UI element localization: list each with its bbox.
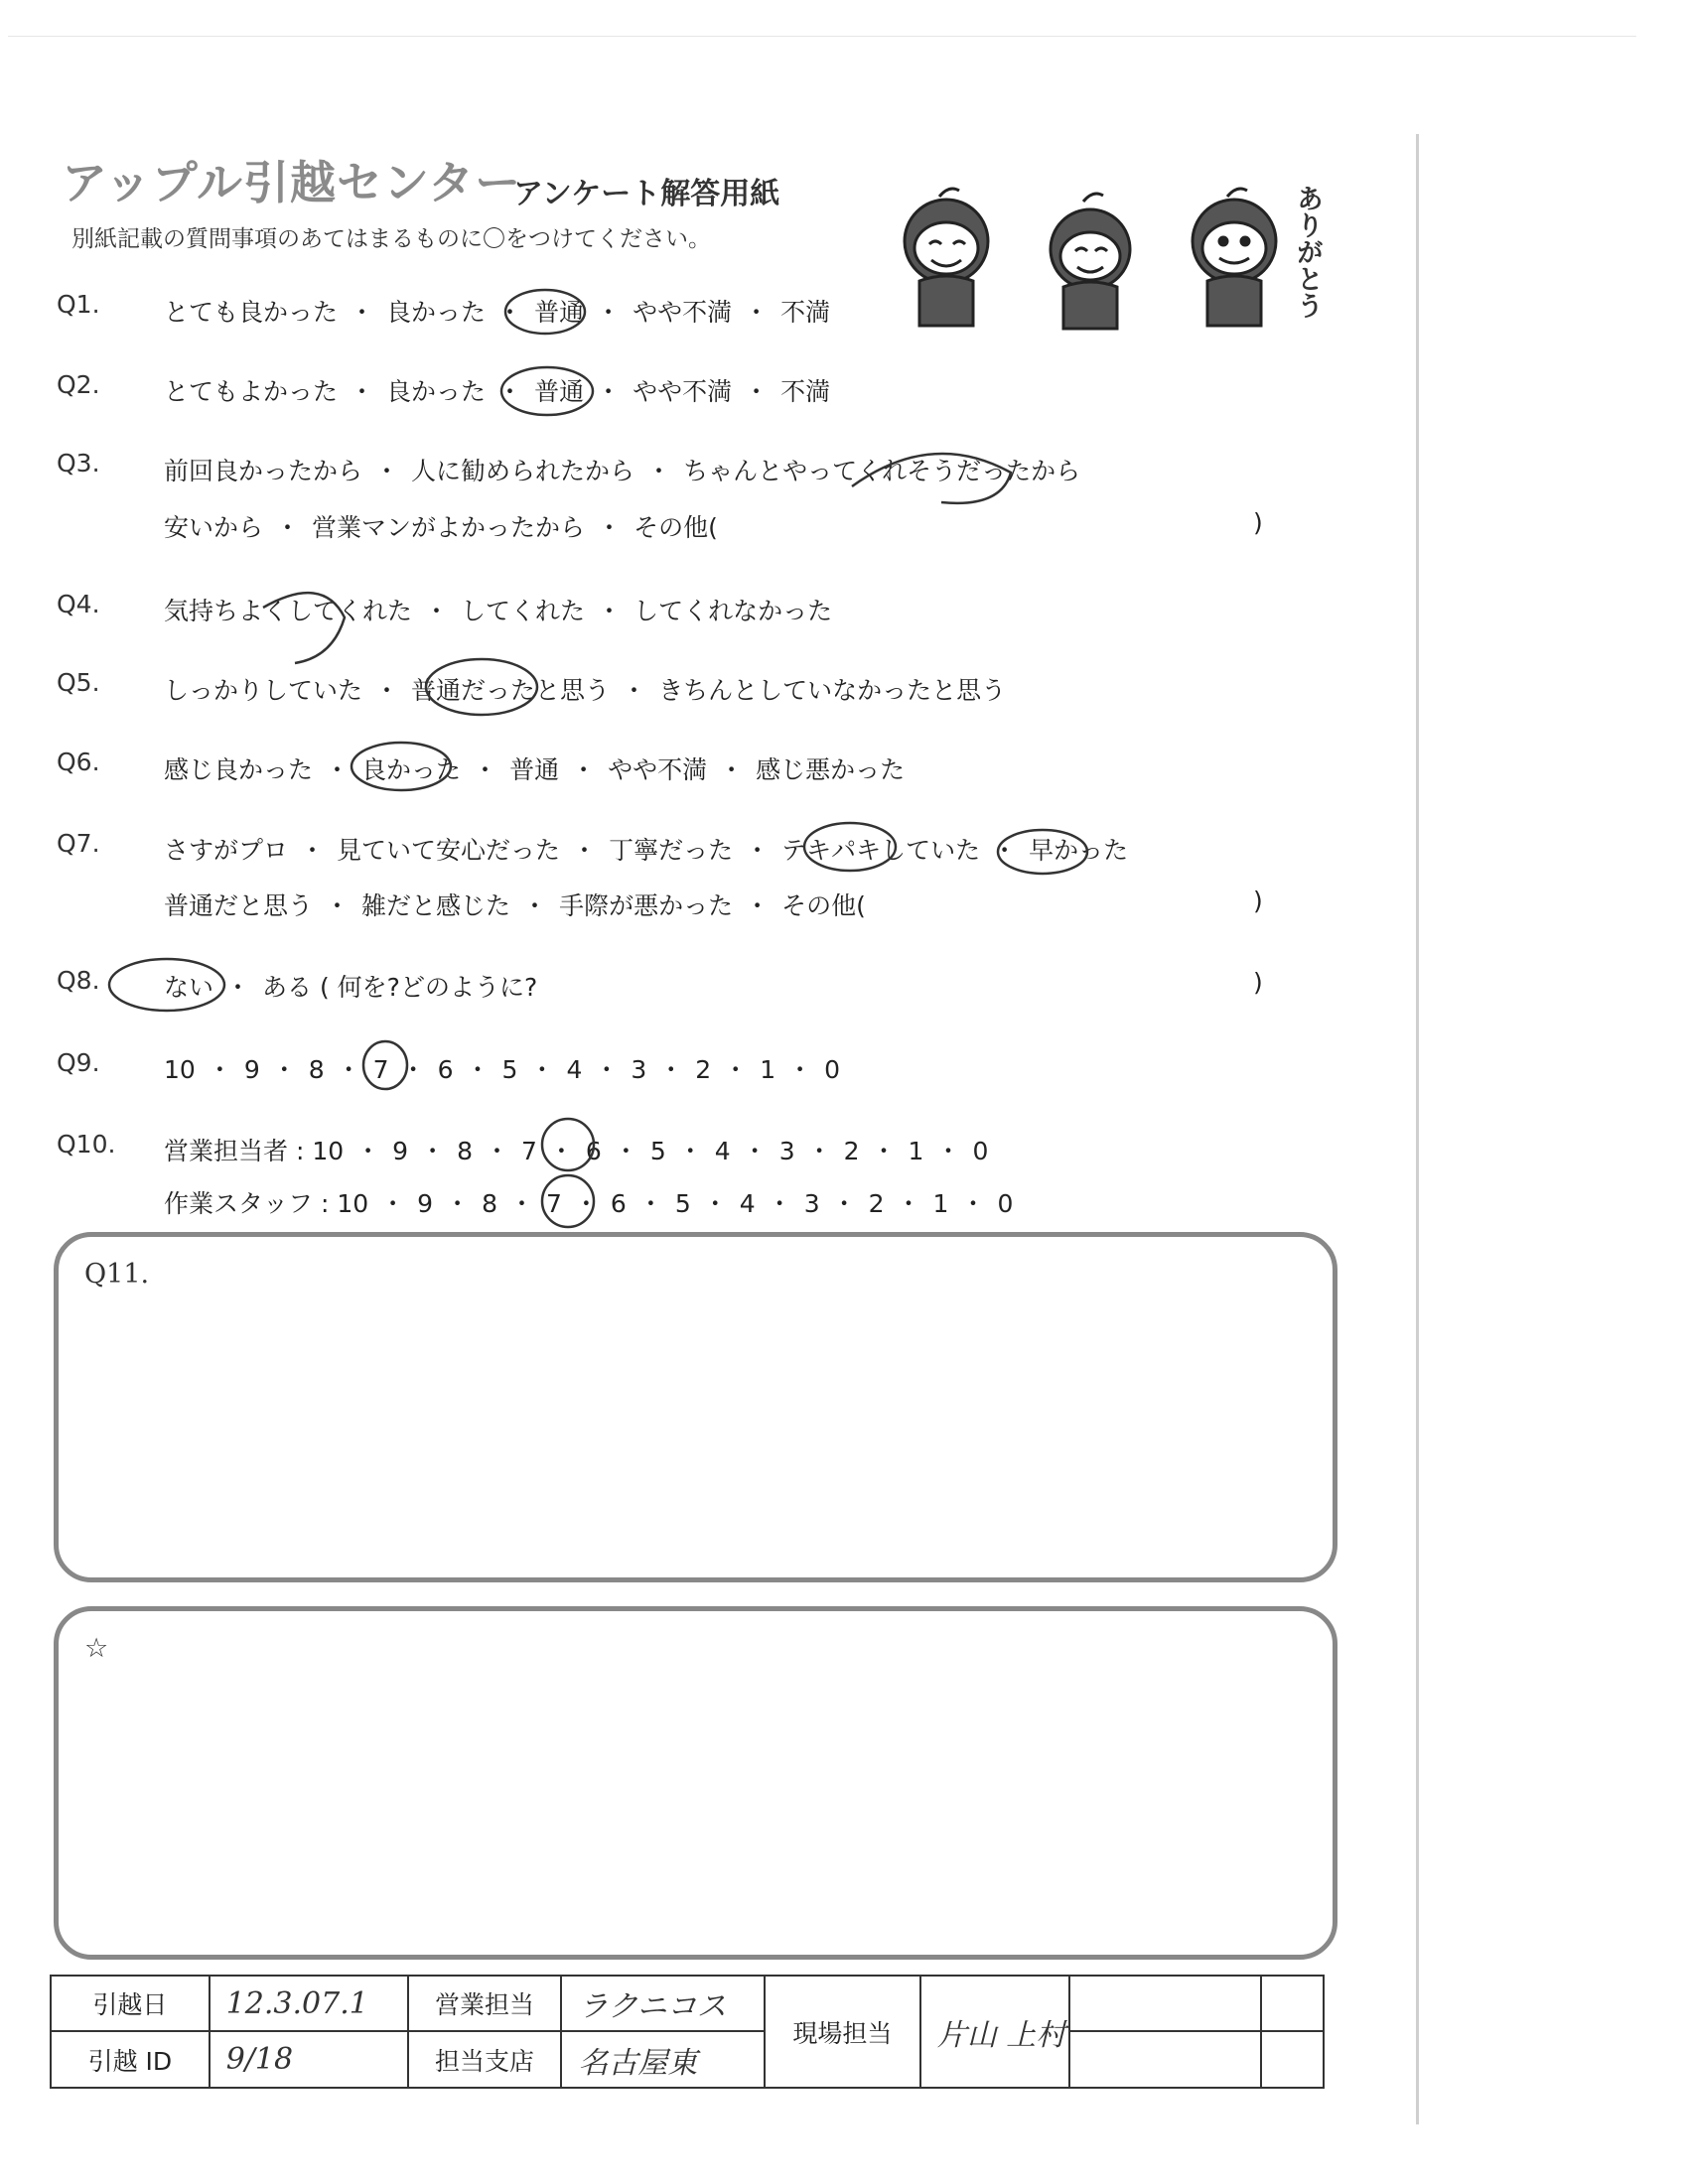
answer-option[interactable]: してくれた [461,597,586,625]
option-separator: ・ [935,1137,961,1165]
close-paren: ) [1253,968,1263,997]
answer-option[interactable]: 前回良かったから [164,457,363,485]
answer-option[interactable]: とてもよかった [164,377,339,406]
answer-option[interactable]: 不満 [780,377,831,406]
answer-option[interactable]: 2 [843,1137,860,1165]
answer-option[interactable]: やや不満 [608,755,708,784]
option-separator: ・ [745,836,771,865]
move-date-value[interactable]: 12.3.07.1 [210,1976,408,2031]
answer-option[interactable]: 9 [392,1137,409,1165]
option-separator: ・ [271,1055,297,1084]
answer-option[interactable]: 7 [372,1055,389,1084]
answer-option[interactable]: 8 [308,1055,325,1084]
site-extra-cell-1[interactable] [1069,1976,1262,2031]
q11-label: Q11. [84,1259,150,1290]
option-separator: ・ [548,1137,574,1165]
question-options-line [164,1050,840,1086]
option-separator: ・ [613,1137,638,1165]
answer-option[interactable]: 6 [585,1137,602,1165]
form-subtitle: アンケート解答用紙 [513,177,780,211]
answer-option[interactable]: しっかりしていた [164,676,363,705]
page-edge-top [8,36,1636,37]
answer-option[interactable]: 1 [932,1189,949,1218]
site-value[interactable]: 片山 上村 [920,1976,1069,2088]
answer-option[interactable]: 7 [521,1137,537,1165]
answer-option[interactable]: やや不満 [633,298,733,327]
question-options-line [164,372,830,408]
site-label: 現場担当 [765,1976,920,2088]
option-separator: ・ [744,298,770,327]
option-separator: ・ [380,1189,406,1218]
option-separator: ・ [723,1055,749,1084]
brand-title: アップル引越センター [62,156,522,209]
question-options-line [164,1184,1013,1220]
sales-value[interactable]: ラクニコス [561,1976,765,2031]
star-comment-box[interactable] [54,1606,1337,1960]
question-number: Q6. [57,748,100,776]
option-separator: ・ [300,836,326,865]
question-options-line [164,887,866,922]
footer-table [50,1975,1325,2089]
sales-label: 営業担当 [408,1976,562,2031]
page-edge-right [1416,134,1419,2124]
answer-option[interactable]: 6 [610,1189,627,1218]
question-options-line [164,452,1080,487]
answer-option[interactable]: 普通 [534,298,585,327]
answer-option[interactable]: さすがプロ [164,836,289,865]
branch-label: 担当支店 [408,2031,562,2088]
question-number: Q2. [57,370,100,399]
option-separator: ・ [350,377,375,406]
option-separator: ・ [702,1189,728,1218]
answer-option[interactable]: 普通 [534,377,585,406]
answer-option[interactable]: 普通だと思う [164,891,314,920]
answer-option[interactable]: ない [164,973,214,1002]
answer-option[interactable]: 気持ちよくしてくれた [164,597,413,625]
option-separator: ・ [596,298,622,327]
answer-option[interactable]: やや不満 [633,377,733,406]
option-separator: ・ [992,836,1018,865]
option-separator: ・ [225,973,251,1002]
question-options-line [164,592,832,627]
option-separator: ・ [275,513,301,542]
option-separator: ・ [745,891,771,920]
question-options-line [164,293,830,329]
option-separator: ・ [571,755,597,784]
question-number: Q8. [57,966,100,995]
answer-option[interactable]: 3 [778,1137,795,1165]
option-separator: ・ [497,298,523,327]
option-separator: ・ [529,1055,555,1084]
option-separator: ・ [350,298,375,327]
answer-option[interactable]: 営業マンがよかったから [312,513,586,542]
site-extra-cell-3[interactable] [1069,2031,1262,2088]
answer-option[interactable]: 9 [417,1189,434,1218]
option-separator: ・ [622,676,647,705]
option-separator: ・ [806,1137,832,1165]
option-separator: ・ [596,377,622,406]
question-options-line [164,1132,988,1167]
option-separator: ・ [400,1055,426,1084]
question-options-line [164,831,1128,867]
option-separator: ・ [677,1137,703,1165]
star-label: ☆ [84,1633,109,1664]
answer-option[interactable]: 良かった [386,377,487,406]
option-separator: ・ [473,755,498,784]
answer-option[interactable]: テキパキしていた [781,836,981,865]
option-separator: ・ [374,457,400,485]
option-separator: ・ [355,1137,381,1165]
answer-option[interactable]: その他( [633,513,718,542]
answer-option[interactable]: 営業担当者 : 10 [164,1137,345,1165]
answer-option[interactable]: 7 [546,1189,562,1218]
option-separator: ・ [960,1189,986,1218]
option-separator: ・ [646,457,672,485]
answer-option[interactable]: 8 [457,1137,473,1165]
answer-option[interactable]: ある ( 何を?どのように? [262,973,538,1002]
option-separator: ・ [374,676,400,705]
answer-option[interactable]: 4 [714,1137,731,1165]
question-number: Q3. [57,449,100,478]
move-id-value[interactable]: 9/18 [210,2031,408,2088]
answer-option[interactable]: 2 [868,1189,885,1218]
option-separator: ・ [719,755,745,784]
answer-option[interactable]: 9 [243,1055,260,1084]
move-id-label: 引越 ID [51,2031,210,2088]
option-separator: ・ [744,377,770,406]
q11-comment-box[interactable] [54,1232,1337,1582]
answer-option[interactable]: 雑だと感じた [361,891,511,920]
answer-option[interactable]: 0 [997,1189,1014,1218]
option-separator: ・ [572,836,598,865]
answer-option[interactable]: 10 [164,1055,196,1084]
option-separator: ・ [573,1189,599,1218]
option-separator: ・ [637,1189,663,1218]
answer-option[interactable]: その他( [781,891,866,920]
answer-option[interactable]: きちんとしていなかったと思う [658,676,1007,705]
answer-option[interactable]: 不満 [780,298,831,327]
option-separator: ・ [658,1055,684,1084]
question-options-line [164,671,1006,707]
answer-option[interactable]: 5 [674,1189,691,1218]
answer-option[interactable]: 3 [631,1055,647,1084]
option-separator: ・ [767,1189,792,1218]
answer-option[interactable]: 0 [972,1137,989,1165]
option-separator: ・ [896,1189,921,1218]
answer-option[interactable]: 1 [760,1055,776,1084]
answer-option[interactable]: 4 [566,1055,583,1084]
site-extra-cell-4[interactable] [1261,2031,1324,2088]
answer-option[interactable]: 感じ悪かった [756,755,906,784]
option-separator: ・ [465,1055,491,1084]
option-separator: ・ [445,1189,471,1218]
move-date-label: 引越日 [51,1976,210,2031]
branch-value[interactable]: 名古屋東 [561,2031,765,2088]
option-separator: ・ [597,513,623,542]
answer-option[interactable]: 普通だったと思う [411,676,611,705]
question-number: Q9. [57,1048,100,1077]
answer-option[interactable]: 5 [649,1137,666,1165]
option-separator: ・ [325,891,351,920]
question-number: Q5. [57,668,100,697]
question-number: Q10. [57,1130,116,1159]
question-number: Q1. [57,290,100,319]
answer-option[interactable]: 安いから [164,513,264,542]
question-number: Q7. [57,829,100,858]
answer-option[interactable]: 作業スタッフ : 10 [164,1189,369,1218]
option-separator: ・ [420,1137,446,1165]
answer-option[interactable]: ちゃんとやってくれそうだったから [683,457,1081,485]
option-separator: ・ [484,1137,509,1165]
question-options-line [164,751,905,786]
answer-option[interactable]: 普通 [509,755,560,784]
answer-option[interactable]: 手際が悪かった [559,891,734,920]
question-options-line [164,968,537,1004]
question-options-line [164,508,718,544]
option-separator: ・ [831,1189,857,1218]
site-extra-cell-2[interactable] [1261,1976,1324,2031]
answer-option[interactable]: 1 [908,1137,924,1165]
option-separator: ・ [871,1137,897,1165]
answer-option[interactable]: 0 [824,1055,841,1084]
option-separator: ・ [787,1055,813,1084]
answer-option[interactable]: 5 [501,1055,518,1084]
option-separator: ・ [497,377,523,406]
answer-option[interactable]: 見ていて安心だった [337,836,561,865]
option-separator: ・ [522,891,548,920]
answer-option[interactable]: 人に勧められたから [411,457,635,485]
answer-option[interactable]: 良かった [386,298,487,327]
thanks-text: ありがとう [1292,185,1323,319]
option-separator: ・ [424,597,450,625]
answer-option[interactable]: 良かった [361,755,462,784]
instruction-text: 別紙記載の質問事項のあてはまるものに〇をつけてください。 [71,226,711,252]
question-number: Q4. [57,590,100,618]
option-separator: ・ [742,1137,768,1165]
option-separator: ・ [508,1189,534,1218]
answer-option[interactable]: 2 [695,1055,712,1084]
answer-option[interactable]: 4 [739,1189,756,1218]
answer-option[interactable]: 早かった [1029,836,1129,865]
answer-option[interactable]: 3 [803,1189,820,1218]
answer-option[interactable]: とても良かった [164,298,339,327]
monkey-mascot-icon [862,167,1329,345]
close-paren: ) [1253,508,1263,537]
answer-option[interactable]: 丁寧だった [609,836,734,865]
answer-option[interactable]: 6 [437,1055,454,1084]
option-separator: ・ [594,1055,620,1084]
answer-option[interactable]: 感じ良かった [164,755,314,784]
answer-option[interactable]: 8 [482,1189,497,1218]
close-paren: ) [1253,887,1263,915]
option-separator: ・ [336,1055,361,1084]
option-separator: ・ [207,1055,232,1084]
option-separator: ・ [597,597,623,625]
answer-option[interactable]: してくれなかった [633,597,833,625]
option-separator: ・ [325,755,351,784]
